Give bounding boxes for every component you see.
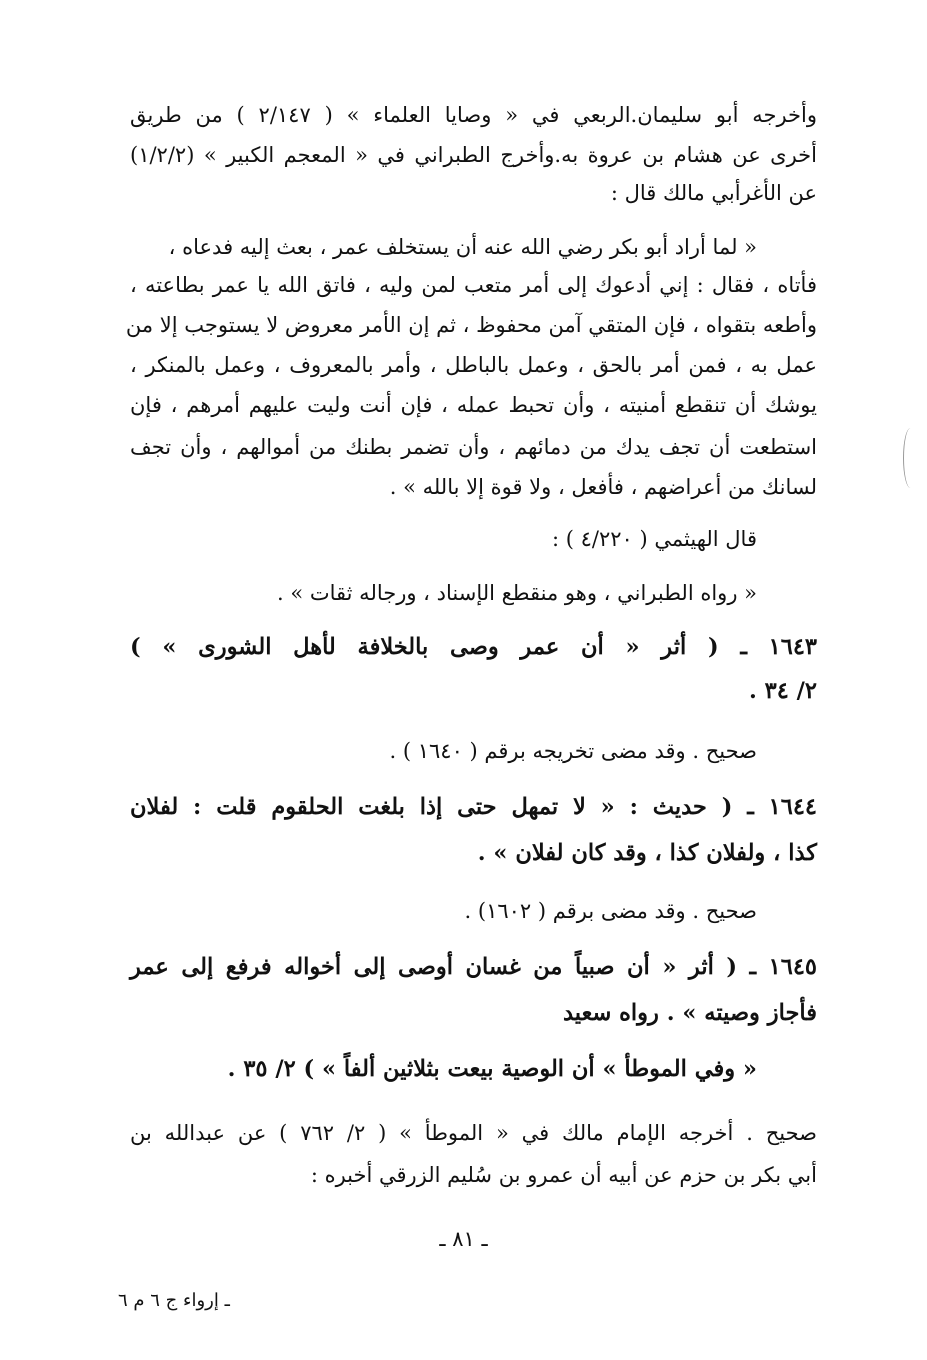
entry-1645-line-1: ١٦٤٥ ـ ( أثر « أن صبياً من غسان أوصى إلى أخواله فرفع إلى عمر	[130, 954, 817, 980]
haythami-quote: « رواه الطبراني ، وهو منقطع الإسناد ، ورجاله ثقات » .	[277, 581, 757, 605]
entry-1644-line-2: كذا ، ولفلان كذا ، وقد كان لفلان » .	[477, 840, 817, 866]
entry-1644-grade: صحيح . وقد مضى برقم ( ١٦٠٢) .	[464, 899, 757, 923]
quote-line-6: استطعت أن تجف يدك من دمائهم ، وأن تضمر بطنك من أموالهم ، وأن تجف	[130, 435, 817, 459]
entry-1645-line-3: « وفي الموطأ » أن الوصية بيعت بثلاثين ألفاً » ) ٢/ ٣٥ .	[227, 1056, 757, 1082]
footer-signature: ـ إرواء ج ٦ م ٦	[118, 1290, 230, 1311]
haythami-ref: قال الهيثمي ( ٤/٢٢٠ ) :	[552, 527, 757, 551]
entry-1644-line-1: ١٦٤٤ ـ ( حديث : « لا تمهل حتى إذا بلغت الحلقوم قلت : لفلان	[130, 794, 817, 820]
text-line-3: عن الأغرأبي مالك قال :	[610, 181, 817, 205]
quote-line-5: يوشك أن تنقطع أمنيته ، وأن تحبط عمله ، فإن أنت وليت عليهم أمرهم ، فإن	[130, 393, 817, 417]
quote-line-4: عمل به ، فمن أمر بالحق ، وعمل بالباطل ، وأمر بالمعروف ، وعمل بالمنكر ،	[130, 353, 817, 377]
text-line-2: أخرى عن هشام بن عروة به.وأخرج الطبراني في « المعجم الكبير » (١/٢/٢)	[130, 143, 817, 167]
entry-1643-line-1: ١٦٤٣ ـ ( أثر « أن عمر وصى بالخلافة لأهل الشورى » )	[130, 634, 817, 660]
entry-1645-line-2: فأجاز وصيته » . رواه سعيد	[563, 1000, 817, 1026]
entry-1643-line-2: ٢/ ٣٤ .	[749, 678, 817, 704]
entry-1645-grade-line-1: صحيح . أخرجه الإمام مالك في « الموطأ » ( ٢/ ٧٦٢ ) عن عبدالله بن	[130, 1121, 817, 1145]
page-number: ـ ٨١ ـ	[439, 1227, 488, 1251]
entry-1643-grade: صحيح . وقد مضى تخريجه برقم ( ١٦٤٠ ) .	[389, 739, 757, 763]
margin-bracket-mark	[903, 428, 918, 488]
quote-line-2: فأتاه ، فقال : إني أدعوك إلى أمر متعب لمن وليه ، فاتق الله يا عمر بطاعته ،	[130, 273, 817, 297]
text-line-1: وأخرجه أبو سليمان.الربعي في « وصايا العلماء » ( ٢/١٤٧ ) من طريق	[130, 103, 817, 127]
quote-line-7: لسانك من أعراضهم ، فأفعل ، ولا قوة إلا بالله » .	[389, 475, 817, 499]
quote-line-1: « لما أراد أبو بكر رضي الله عنه أن يستخلف عمر ، بعث إليه فدعاه ،	[168, 235, 757, 259]
quote-line-3: وأطعه بتقواه ، فإن المتقي آمن محفوظ ، ثم إن الأمر معروض لا يستوجب إلا من	[125, 313, 817, 337]
entry-1645-grade-line-2: أبي بكر بن حزم عن أبيه أن عمرو بن سُليم الزرقي أخبره :	[310, 1163, 817, 1187]
